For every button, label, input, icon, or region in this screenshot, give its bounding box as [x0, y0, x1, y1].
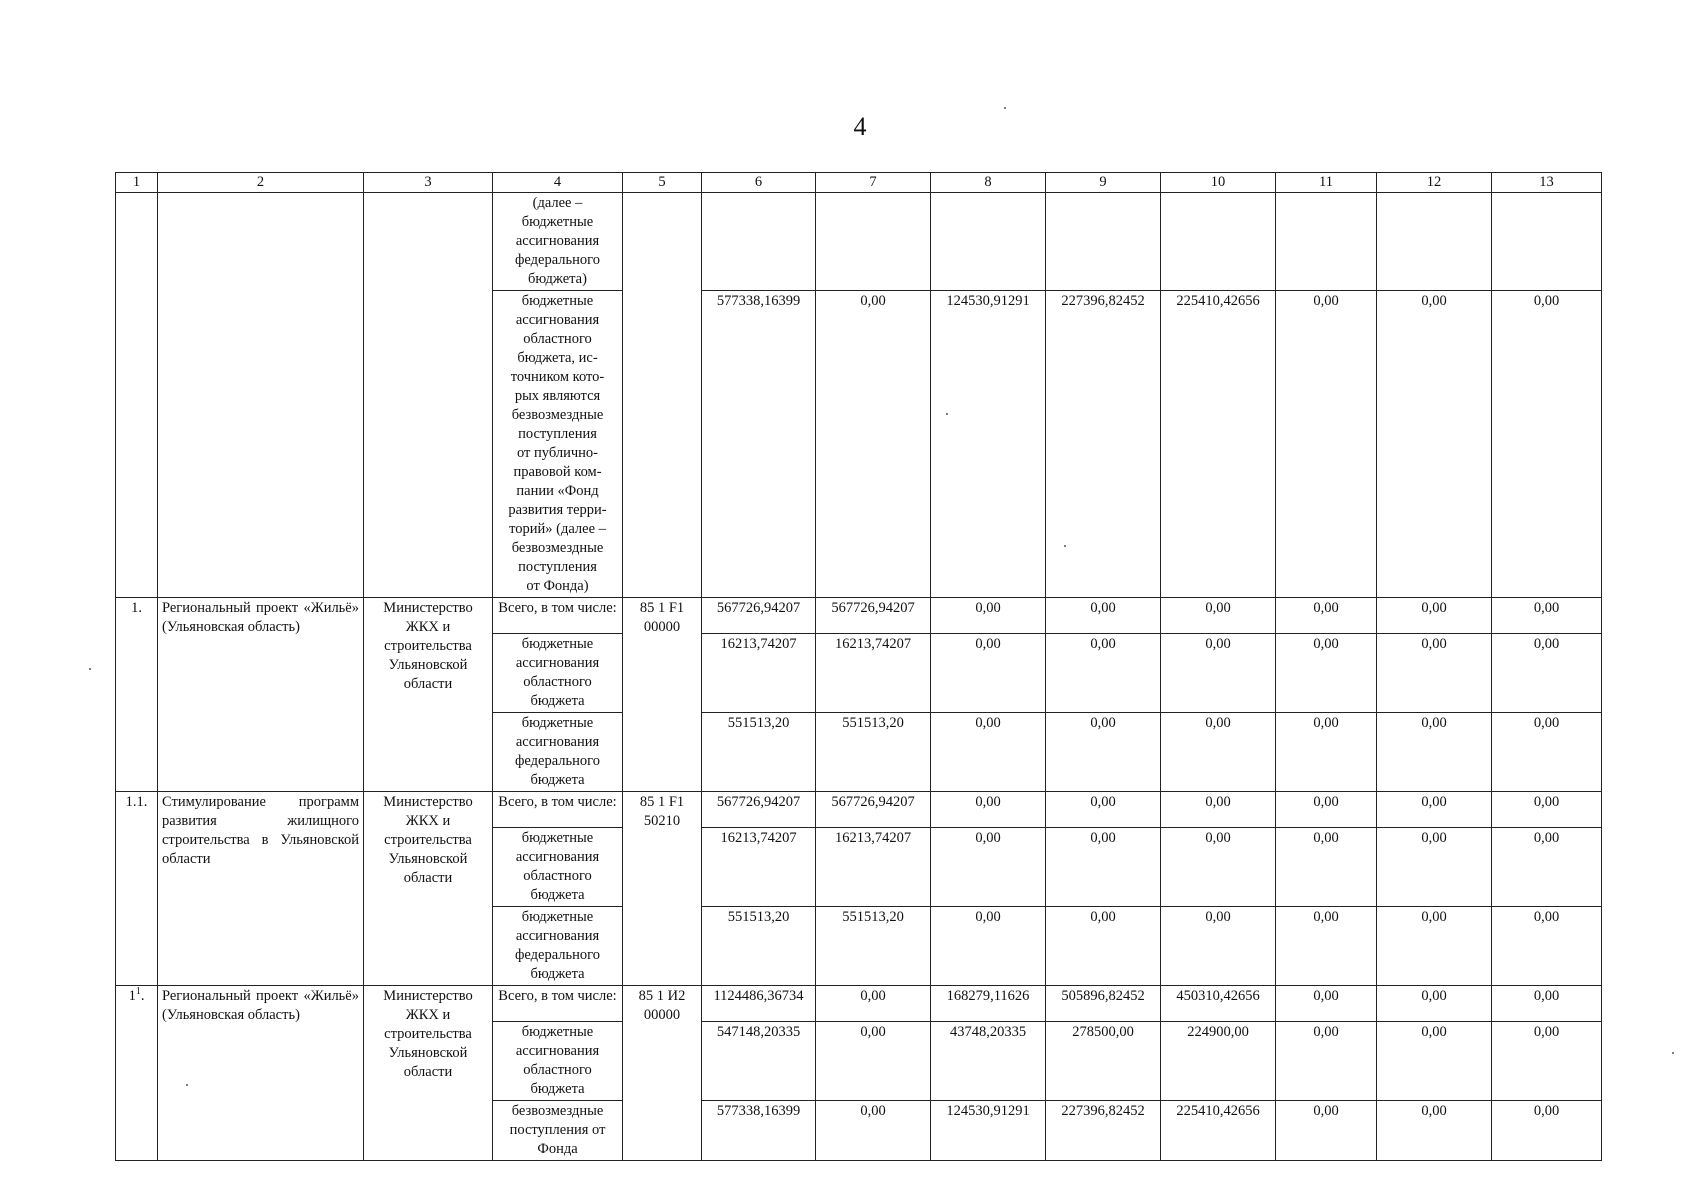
- value-cell: 0,00: [1377, 634, 1492, 713]
- value-cell: 0,00: [1377, 828, 1492, 907]
- desc-line: ассигнования: [515, 233, 600, 249]
- funding-source: Всего, в том числе:: [493, 792, 623, 828]
- value-cell: 567726,94207: [816, 792, 931, 828]
- header-row: [116, 173, 1602, 193]
- value-cell: 0,00: [1161, 713, 1276, 792]
- budget-code: 85 1 И2 00000: [623, 986, 702, 1161]
- value-cell: 16213,74207: [702, 634, 816, 713]
- value-cell: 16213,74207: [702, 828, 816, 907]
- scan-speck: [1064, 545, 1066, 547]
- funding-source: бюджетные ассигнования областного бюджета: [493, 1022, 623, 1101]
- column-header-4: 4: [493, 173, 623, 193]
- desc-line: точником кото-: [510, 369, 605, 385]
- funding-source: бюджетные ассигнования областного бюджета: [493, 634, 623, 713]
- value-cell: 227396,82452: [1046, 1101, 1161, 1161]
- value-cell: 0,00: [1161, 792, 1276, 828]
- row-index: [116, 792, 158, 986]
- desc-line: (далее –: [532, 195, 583, 211]
- value-cell: 43748,20335: [931, 1022, 1046, 1101]
- funding-source: Всего, в том числе:: [493, 986, 623, 1022]
- funding-source: бюджетные ассигнования федерального бюджета: [493, 907, 623, 986]
- desc-line: поступления: [518, 559, 597, 575]
- column-header-5: 5: [623, 173, 702, 193]
- value-cell: 0,00: [1377, 1022, 1492, 1101]
- measure-name: Региональный проект «Жильё» (Ульяновская область): [158, 986, 364, 1161]
- value-cell: 0,00: [1276, 907, 1377, 986]
- value-cell: 0,00: [1492, 598, 1602, 634]
- scan-speck: [1672, 1052, 1674, 1054]
- value-cell: 0,00: [1276, 986, 1377, 1022]
- column-header-10: 10: [1161, 173, 1276, 193]
- value-cell: 0,00: [931, 713, 1046, 792]
- cont-desc-fund-cell: [493, 291, 623, 598]
- row-index: [116, 986, 158, 1161]
- desc-line: развития терри-: [508, 502, 607, 518]
- cont-code-cell: [623, 193, 702, 598]
- funding-source: безвозмездные поступления от Фонда: [493, 1101, 623, 1161]
- table-row: [116, 598, 1602, 634]
- desc-line: поступления: [518, 426, 597, 442]
- value-cell: 0,00: [1046, 634, 1161, 713]
- column-header-1: 1: [116, 173, 158, 193]
- column-header-6: 6: [702, 173, 816, 193]
- scan-speck: [1004, 107, 1006, 109]
- value-cell: 0,00: [1492, 792, 1602, 828]
- value-cell: 0,00: [1161, 634, 1276, 713]
- desc-line: от публично-: [517, 445, 598, 461]
- value-cell: 0,00: [1377, 986, 1492, 1022]
- value-cell: 0,00: [1276, 828, 1377, 907]
- value-cell: 577338,16399: [702, 291, 816, 598]
- value-cell: 225410,42656: [1161, 1101, 1276, 1161]
- desc-line: рых являются: [514, 388, 601, 404]
- funding-source: Всего, в том числе:: [493, 598, 623, 634]
- cont-desc-cell: [493, 193, 623, 291]
- value-cell: 124530,91291: [931, 291, 1046, 598]
- value-cell: 16213,74207: [816, 828, 931, 907]
- value-cell: 278500,00: [1046, 1022, 1161, 1101]
- budget-code: 85 1 F1 50210: [623, 792, 702, 986]
- scan-speck: [186, 1084, 188, 1086]
- scan-speck: [89, 668, 91, 670]
- cont-idx-cell: [116, 193, 158, 598]
- column-header-11: 11: [1276, 173, 1377, 193]
- desc-line: правовой ком-: [513, 464, 602, 480]
- value-cell: 547148,20335: [702, 1022, 816, 1101]
- desc-line: бюджетные: [521, 293, 594, 309]
- desc-line: бюджета, ис-: [517, 350, 598, 366]
- column-header-3: 3: [364, 173, 493, 193]
- value-cell: 1124486,36734: [702, 986, 816, 1022]
- value-cell: 0,00: [931, 634, 1046, 713]
- value-cell: 0,00: [1377, 598, 1492, 634]
- desc-line: от Фонда): [526, 578, 589, 594]
- responsible-executor: Министерство ЖКХ и строительства Ульяновской области: [364, 792, 493, 986]
- desc-line: безвозмездные: [511, 540, 604, 556]
- funding-source: бюджетные ассигнования федерального бюджета: [493, 713, 623, 792]
- budget-table: [115, 172, 1602, 1161]
- value-cell: 0,00: [1046, 713, 1161, 792]
- value-cell: 227396,82452: [1046, 291, 1161, 598]
- value-cell: 16213,74207: [816, 634, 931, 713]
- row-index-text: 1.1.: [125, 794, 148, 810]
- value-cell: 0,00: [1276, 792, 1377, 828]
- row-index-sup: 1: [135, 986, 141, 998]
- cont-ministry-cell: [364, 193, 493, 598]
- scan-speck: [946, 413, 948, 415]
- column-header-2: 2: [158, 173, 364, 193]
- desc-line: ассигнования: [515, 312, 600, 328]
- value-cell: 0,00: [816, 1022, 931, 1101]
- value-cell: 551513,20: [816, 907, 931, 986]
- value-cell: 124530,91291: [931, 1101, 1046, 1161]
- column-header-12: 12: [1377, 173, 1492, 193]
- value-cell: 168279,11626: [931, 986, 1046, 1022]
- value-cell: 0,00: [1492, 713, 1602, 792]
- value-cell: 0,00: [1046, 828, 1161, 907]
- value-cell: 450310,42656: [1161, 986, 1276, 1022]
- value-cell: 0,00: [1276, 1101, 1377, 1161]
- responsible-executor: Министерство ЖКХ и строительства Ульяновской области: [364, 598, 493, 792]
- continuation-row: [116, 193, 1602, 291]
- desc-line: торий» (далее –: [509, 521, 606, 537]
- value-cell: 567726,94207: [702, 598, 816, 634]
- value-cell: 551513,20: [702, 907, 816, 986]
- value-cell: 0,00: [1276, 598, 1377, 634]
- row-index-tail: .: [140, 988, 145, 1004]
- measure-name: Региональный проект «Жильё» (Ульяновская область): [158, 598, 364, 792]
- value-cell: 0,00: [1492, 1101, 1602, 1161]
- value-cell: 0,00: [931, 792, 1046, 828]
- value-cell: 0,00: [931, 828, 1046, 907]
- responsible-executor: Министерство ЖКХ и строительства Ульяновской области: [364, 986, 493, 1161]
- value-cell: 0,00: [1492, 986, 1602, 1022]
- value-cell: 225410,42656: [1161, 291, 1276, 598]
- value-cell: 0,00: [1276, 1022, 1377, 1101]
- value-cell: 0,00: [816, 1101, 931, 1161]
- value-cell: 551513,20: [702, 713, 816, 792]
- row-index: [116, 598, 158, 792]
- value-cell: 551513,20: [816, 713, 931, 792]
- cont-name-cell: [158, 193, 364, 598]
- value-cell: 0,00: [1046, 598, 1161, 634]
- value-cell: 0,00: [1492, 634, 1602, 713]
- value-cell: 0,00: [1377, 907, 1492, 986]
- column-header-7: 7: [816, 173, 931, 193]
- desc-line: областного: [523, 331, 592, 347]
- column-header-9: 9: [1046, 173, 1161, 193]
- value-cell: 0,00: [816, 986, 931, 1022]
- value-cell: 0,00: [1276, 713, 1377, 792]
- value-cell: 0,00: [1492, 907, 1602, 986]
- value-cell: 0,00: [1377, 713, 1492, 792]
- table-row: [116, 986, 1602, 1022]
- value-cell: 577338,16399: [702, 1101, 816, 1161]
- value-cell: 0,00: [1492, 828, 1602, 907]
- desc-line: бюджета): [528, 271, 587, 287]
- funding-source: бюджетные ассигнования областного бюджета: [493, 828, 623, 907]
- value-cell: 0,00: [1377, 291, 1492, 598]
- value-cell: 0,00: [1276, 634, 1377, 713]
- value-cell: 0,00: [816, 291, 931, 598]
- value-cell: 567726,94207: [816, 598, 931, 634]
- value-cell: 0,00: [1492, 1022, 1602, 1101]
- value-cell: 0,00: [1276, 291, 1377, 598]
- row-index-text: 1: [128, 988, 136, 1004]
- desc-line: федерального: [515, 252, 600, 268]
- value-cell: 0,00: [1046, 792, 1161, 828]
- value-cell: 0,00: [1161, 598, 1276, 634]
- measure-name: Стимулирование программ развития жилищного строительства в Ульяновской области: [158, 792, 364, 986]
- value-cell: 0,00: [1161, 828, 1276, 907]
- desc-line: безвозмездные: [511, 407, 604, 423]
- page-number: 4: [853, 112, 867, 141]
- row-index-text: 1.: [131, 600, 142, 616]
- value-cell: 567726,94207: [702, 792, 816, 828]
- value-cell: 0,00: [1377, 792, 1492, 828]
- column-header-13: 13: [1492, 173, 1602, 193]
- value-cell: 0,00: [1046, 907, 1161, 986]
- column-header-8: 8: [931, 173, 1046, 193]
- value-cell: 0,00: [1161, 907, 1276, 986]
- value-cell: 0,00: [931, 598, 1046, 634]
- budget-code: 85 1 F1 00000: [623, 598, 702, 792]
- desc-line: пании «Фонд: [516, 483, 599, 499]
- value-cell: 0,00: [1377, 1101, 1492, 1161]
- value-cell: 0,00: [1492, 291, 1602, 598]
- value-cell: 0,00: [931, 907, 1046, 986]
- value-cell: 224900,00: [1161, 1022, 1276, 1101]
- desc-line: бюджетные: [521, 214, 594, 230]
- value-cell: 505896,82452: [1046, 986, 1161, 1022]
- table-row: [116, 792, 1602, 828]
